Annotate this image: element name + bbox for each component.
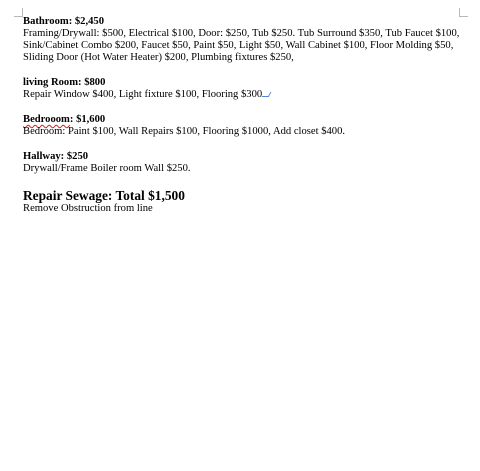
section-heading: Hallway: $250 [23,151,89,162]
section-heading: Repair Sewage: Total $1,500 [23,188,185,203]
section-hallway [23,151,468,175]
section-heading: living Room: $800 [23,77,106,88]
section-body: Bedroom: Paint $100, Wall Repairs $100, Flooring $1000, Add closet $400. [23,126,346,137]
document-content[interactable] [23,16,468,228]
section-repair-sewage [23,188,468,215]
spelling-error-word[interactable]: Bedrooom [23,114,70,125]
section-heading-rest: : $1,600 [69,114,106,125]
section-bathroom [23,16,468,64]
section-body: Framing/Drywall: $500, Electrical $100, Door: $250, Tub $250. Tub Surround $350, Tub Faucet $100, Sink/Cabinet Combo $200, Faucet $50, Paint $50, Light $50, Wall Cabinet $100, Floor Molding $50, Sliding Door (Hot Water Heater) $200, Plumbing fixtures $250, [23,28,460,63]
grammar-check-mark-icon [262,92,272,97]
section-heading [23,114,468,126]
section-body: Remove Obstruction from line [23,203,153,214]
section-bedroom [23,114,468,138]
section-heading: Bathroom: $2,450 [23,16,105,27]
margin-corner-top-left [14,8,23,17]
section-body: Drywall/Frame Boiler room Wall $250. [23,163,191,174]
section-body [23,89,468,101]
section-living-room [23,77,468,101]
section-body-text: Repair Window $400, Light fixture $100, Flooring $300 [23,89,263,100]
